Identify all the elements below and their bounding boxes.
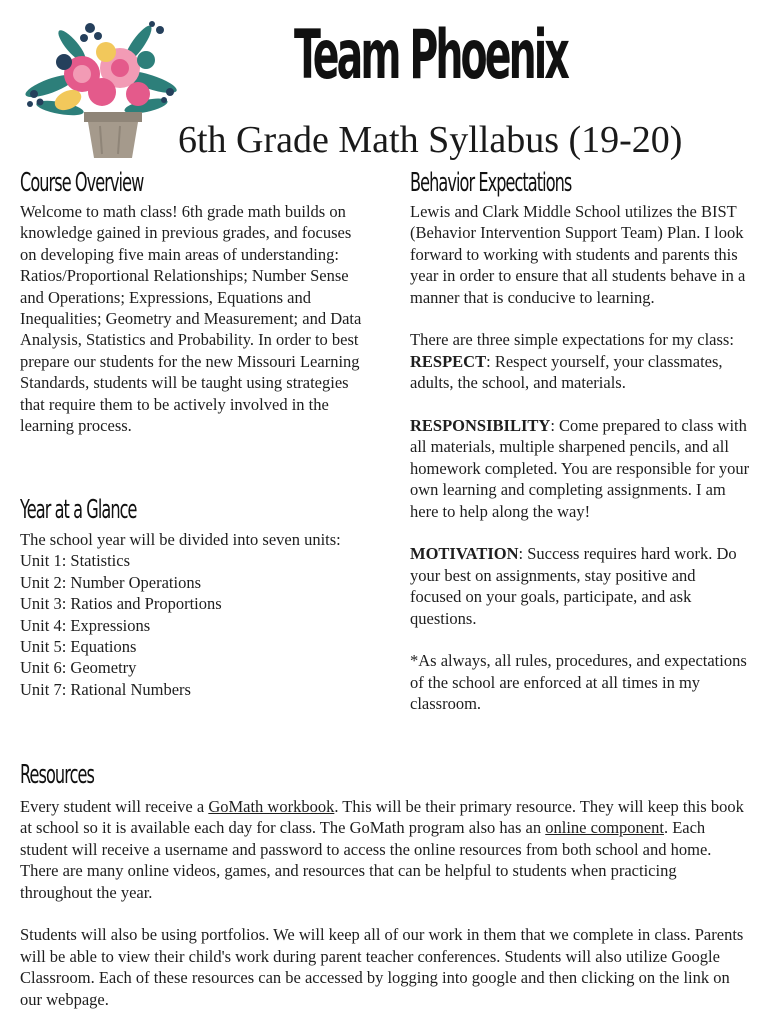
unit-item: Unit 2: Number Operations <box>20 572 202 592</box>
unit-item: Unit 5: Equations <box>20 637 137 657</box>
course-overview-heading: Course Overview <box>20 168 144 198</box>
flower-pot-icon <box>20 16 180 161</box>
unit-item: Unit 1: Statistics <box>20 551 131 571</box>
resources-text: . This will be their primary resource. They will keep this book at school so it is available each day for class. The GoMath program also has an <box>20 797 744 838</box>
online-component-link[interactable]: online component <box>545 818 664 838</box>
year-at-glance-section <box>20 529 365 700</box>
expectations-intro-text: There are three simple expectations for my class: <box>410 330 734 350</box>
behavior-intro-text: Lewis and Clark Middle School utilizes the BIST (Behavior Intervention Support Team) Plan. I look forward to working with students and parents this year in order to ensure that all students behave in a manner that is conducive to learning. <box>410 202 746 307</box>
responsibility-expectation <box>410 415 750 522</box>
page-title: Team Phoenix <box>294 16 567 95</box>
motivation-text: : Success requires hard work. Do your best on assignments, stay positive and focused on your goals, participate, and ask questions. <box>410 544 737 628</box>
motivation-expectation <box>410 543 750 629</box>
course-overview-section <box>20 201 365 436</box>
resources-paragraph <box>20 796 745 903</box>
responsibility-label: RESPONSIBILITY <box>410 416 551 436</box>
page-subtitle: 6th Grade Math Syllabus (19-20) <box>178 119 683 161</box>
respect-text: : Respect yourself, your classmates, adults, the school, and materials. <box>410 351 723 393</box>
unit-item: Unit 7: Rational Numbers <box>20 679 191 699</box>
resources-text: Every student will receive a <box>20 797 209 816</box>
gomath-workbook-link[interactable]: GoMath workbook <box>208 797 335 816</box>
year-at-glance-heading: Year at a Glance <box>20 495 137 525</box>
behavior-heading: Behavior Expectations <box>410 168 572 198</box>
resources-heading: Resources <box>20 760 94 790</box>
year-intro-text: The school year will be divided into seven units: <box>20 530 341 549</box>
portfolios-paragraph: Students will also be using portfolios. We will keep all of our work in them that we complete in class. Parents will be able to view their child's work during parent teacher conferences. Students will also utilize Google Classroom. Each of these resources can be accessed by logging into google and then clicking on the link on our webpage. <box>20 925 744 1009</box>
motivation-label: MOTIVATION <box>410 544 519 564</box>
course-overview-text: Welcome to math class! 6th grade math builds on knowledge gained in previous grades, and focuses on developing five main areas of understanding: Ratios/Proportional Relationships; Number Sense and Operations; Expressions, Equations and Inequalities; Geometry and Measurement; and Data Analysis, Statistics and Probability. In order to best prepare our students for the new Missouri Learning Standards, students will be taught using strategies that require them to be actively involved in the learning process. <box>20 202 362 436</box>
unit-item: Unit 4: Expressions <box>20 615 151 635</box>
resources-section <box>20 796 745 1010</box>
respect-label: RESPECT <box>410 351 487 371</box>
unit-item: Unit 3: Ratios and Proportions <box>20 594 222 614</box>
behavior-section <box>410 201 750 715</box>
unit-item: Unit 6: Geometry <box>20 658 137 678</box>
resources-text: . Each student will receive a username and password to access the online resources from both school and home. There are many online videos, games, and resources that can be helpful to students when practicing throughout the year. <box>20 818 712 902</box>
respect-expectation <box>410 351 750 394</box>
school-rules-note: *As always, all rules, procedures, and expectations of the school are enforced at all times in my classroom. <box>410 651 747 714</box>
unit-list <box>20 550 365 700</box>
responsibility-text: : Come prepared to class with all materials, multiple sharpened pencils, and all homework completed. You are responsible for your own learning and completing assignments. I am here to help along the way! <box>410 416 750 521</box>
